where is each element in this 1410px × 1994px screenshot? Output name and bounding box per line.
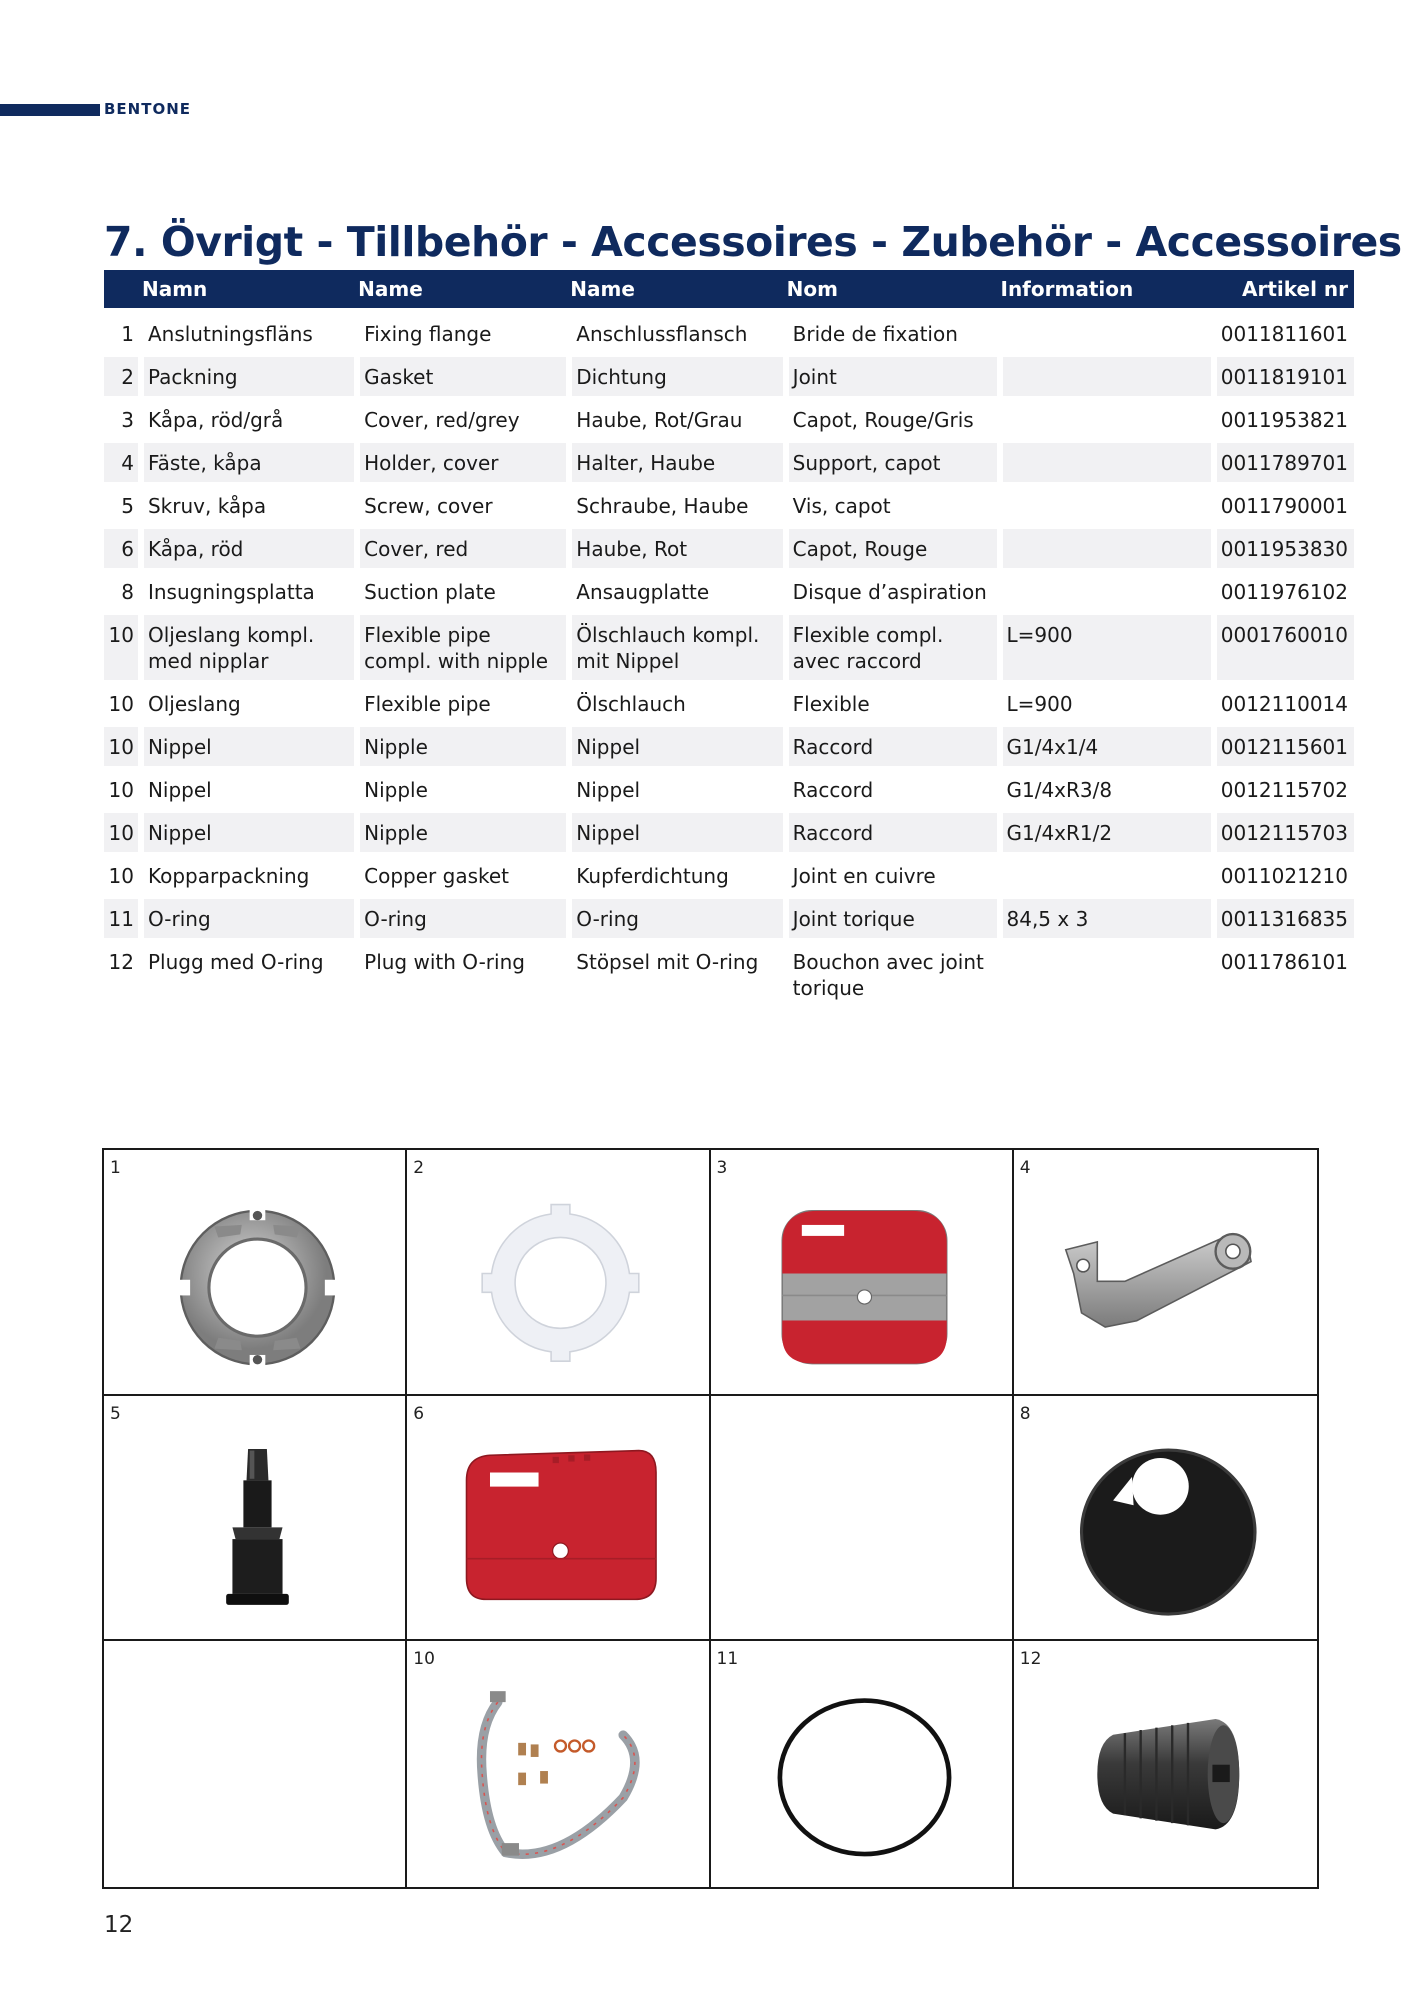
name-de: Anschlussflansch	[566, 314, 782, 357]
name-fr: Disque d’aspiration	[783, 572, 997, 615]
name-de: Nippel	[566, 727, 782, 770]
table-row	[104, 684, 1354, 727]
header-information: Information	[997, 270, 1211, 314]
parts-table-body	[104, 314, 1354, 1011]
name-de: Schraube, Haube	[566, 486, 782, 529]
information: G1/4x1/4	[997, 727, 1211, 770]
holder-cover-image	[1050, 1179, 1287, 1384]
name-fr: Joint	[783, 357, 997, 400]
article-number: 0012115703	[1211, 813, 1354, 856]
image-cell	[407, 1396, 710, 1642]
plug-image	[1050, 1671, 1287, 1877]
table-row	[104, 572, 1354, 615]
image-cell-number: 1	[110, 1158, 121, 1178]
row-number: 10	[104, 770, 138, 813]
name-de: Kupferdichtung	[566, 856, 782, 899]
name-fr: Flexible	[783, 684, 997, 727]
table-row	[104, 615, 1354, 684]
name-de: Halter, Haube	[566, 443, 782, 486]
page-number: 12	[104, 1912, 134, 1938]
table-header-row	[104, 270, 1354, 314]
name-de: Ansaugplatte	[566, 572, 782, 615]
screw-cover-image	[140, 1425, 375, 1630]
name-fr: Bouchon avec joint torique	[783, 942, 997, 1011]
name-fr: Joint torique	[783, 899, 997, 942]
row-number: 5	[104, 486, 138, 529]
row-number: 10	[104, 856, 138, 899]
cover-red-grey-image	[747, 1179, 982, 1384]
image-cell	[1014, 1396, 1317, 1642]
name-sv: Plugg med O-ring	[138, 942, 354, 1011]
article-number: 0012115601	[1211, 727, 1354, 770]
name-sv: Kåpa, röd/grå	[138, 400, 354, 443]
name-sv: Kåpa, röd	[138, 529, 354, 572]
o-ring-image	[747, 1671, 982, 1877]
image-cell-number: 4	[1019, 1158, 1031, 1178]
article-number: 0011316835	[1211, 899, 1354, 942]
header-nom: Nom	[783, 270, 997, 314]
name-sv: Insugningsplatta	[138, 572, 354, 615]
image-cell-number: 6	[413, 1403, 425, 1424]
name-sv: Anslutningsfläns	[138, 314, 354, 357]
row-number: 8	[104, 572, 138, 615]
information	[997, 572, 1211, 615]
image-cell	[407, 1150, 710, 1396]
image-cell	[104, 1396, 407, 1642]
name-fr: Capot, Rouge/Gris	[783, 400, 997, 443]
table-row	[104, 486, 1354, 529]
image-cell-number: 2	[413, 1158, 425, 1178]
image-cell	[407, 1641, 710, 1887]
information	[997, 443, 1211, 486]
name-fr: Raccord	[783, 813, 997, 856]
header-num	[104, 270, 138, 314]
table-row	[104, 856, 1354, 899]
name-en: Gasket	[354, 357, 566, 400]
name-en: Holder, cover	[354, 443, 566, 486]
image-cell	[711, 1396, 1014, 1642]
name-fr: Raccord	[783, 727, 997, 770]
name-fr: Joint en cuivre	[783, 856, 997, 899]
name-en: Suction plate	[354, 572, 566, 615]
image-cell	[1014, 1150, 1317, 1396]
name-fr: Capot, Rouge	[783, 529, 997, 572]
row-number: 10	[104, 813, 138, 856]
information	[997, 942, 1211, 1011]
image-cell-number: 12	[1019, 1649, 1042, 1670]
name-en: Flexible pipe compl. with nipple	[354, 615, 566, 684]
name-de: Nippel	[566, 813, 782, 856]
name-de: O-ring	[566, 899, 782, 942]
row-number: 4	[104, 443, 138, 486]
information	[997, 400, 1211, 443]
name-de: Stöpsel mit O-ring	[566, 942, 782, 1011]
information	[997, 856, 1211, 899]
article-number: 0011976102	[1211, 572, 1354, 615]
gasket-image	[443, 1179, 678, 1384]
parts-image-grid	[102, 1148, 1319, 1889]
header-article-number: Artikel nr	[1211, 270, 1354, 314]
header-name-en: Name	[354, 270, 566, 314]
image-cell-number: 5	[110, 1403, 121, 1424]
name-de: Dichtung	[566, 357, 782, 400]
table-row	[104, 400, 1354, 443]
brand-name: BENTONE	[104, 100, 192, 118]
name-sv: Nippel	[138, 727, 354, 770]
suction-plate-image	[1050, 1425, 1287, 1630]
image-cell	[711, 1641, 1014, 1887]
name-sv: O-ring	[138, 899, 354, 942]
fixing-flange-image	[140, 1179, 375, 1384]
name-fr: Vis, capot	[783, 486, 997, 529]
image-cell-number: 10	[413, 1649, 435, 1670]
image-cell	[104, 1641, 407, 1887]
name-sv: Packning	[138, 357, 354, 400]
name-fr: Support, capot	[783, 443, 997, 486]
article-number: 0011790001	[1211, 486, 1354, 529]
article-number: 0011789701	[1211, 443, 1354, 486]
name-sv: Oljeslang kompl. med nipplar	[138, 615, 354, 684]
information	[997, 314, 1211, 357]
header-namn: Namn	[138, 270, 354, 314]
name-en: Cover, red/grey	[354, 400, 566, 443]
information	[997, 529, 1211, 572]
image-cell	[104, 1150, 407, 1396]
table-row	[104, 443, 1354, 486]
information: G1/4xR3/8	[997, 770, 1211, 813]
article-number: 0011021210	[1211, 856, 1354, 899]
name-en: Screw, cover	[354, 486, 566, 529]
name-en: Nipple	[354, 770, 566, 813]
information	[997, 486, 1211, 529]
header-name-de: Name	[566, 270, 782, 314]
article-number: 0012115702	[1211, 770, 1354, 813]
table-row	[104, 770, 1354, 813]
row-number: 6	[104, 529, 138, 572]
name-sv: Skruv, kåpa	[138, 486, 354, 529]
article-number: 0011953830	[1211, 529, 1354, 572]
information: G1/4xR1/2	[997, 813, 1211, 856]
name-sv: Fäste, kåpa	[138, 443, 354, 486]
information	[997, 357, 1211, 400]
row-number: 10	[104, 684, 138, 727]
name-sv: Nippel	[138, 770, 354, 813]
row-number: 1	[104, 314, 138, 357]
article-number: 0001760010	[1211, 615, 1354, 684]
name-en: Plug with O-ring	[354, 942, 566, 1011]
cover-red-image	[443, 1425, 678, 1630]
table-row	[104, 314, 1354, 357]
name-en: O-ring	[354, 899, 566, 942]
article-number: 0012110014	[1211, 684, 1354, 727]
table-row	[104, 813, 1354, 856]
table-row	[104, 942, 1354, 1011]
row-number: 10	[104, 615, 138, 684]
name-en: Copper gasket	[354, 856, 566, 899]
name-en: Fixing flange	[354, 314, 566, 357]
table-row	[104, 529, 1354, 572]
name-de: Nippel	[566, 770, 782, 813]
name-en: Flexible pipe	[354, 684, 566, 727]
name-fr: Flexible compl. avec raccord	[783, 615, 997, 684]
name-de: Haube, Rot/Grau	[566, 400, 782, 443]
information: L=900	[997, 615, 1211, 684]
table-row	[104, 899, 1354, 942]
name-fr: Bride de fixation	[783, 314, 997, 357]
name-fr: Raccord	[783, 770, 997, 813]
name-sv: Kopparpackning	[138, 856, 354, 899]
article-number: 0011953821	[1211, 400, 1354, 443]
image-cell-number: 3	[716, 1158, 728, 1178]
image-cell-number: 11	[716, 1649, 739, 1670]
name-en: Nipple	[354, 727, 566, 770]
image-cell	[711, 1150, 1014, 1396]
row-number: 12	[104, 942, 138, 1011]
flexible-pipe-image	[443, 1671, 678, 1877]
name-en: Cover, red	[354, 529, 566, 572]
name-de: Haube, Rot	[566, 529, 782, 572]
brand-bar	[0, 104, 100, 116]
name-de: Ölschlauch kompl. mit Nippel	[566, 615, 782, 684]
row-number: 2	[104, 357, 138, 400]
parts-table	[104, 270, 1354, 1011]
table-row	[104, 727, 1354, 770]
article-number: 0011811601	[1211, 314, 1354, 357]
name-sv: Nippel	[138, 813, 354, 856]
article-number: 0011819101	[1211, 357, 1354, 400]
image-cell	[1014, 1641, 1317, 1887]
image-cell-number: 8	[1019, 1403, 1031, 1424]
table-row	[104, 357, 1354, 400]
name-de: Ölschlauch	[566, 684, 782, 727]
page-title: 7. Övrigt - Tillbehör - Accessoires - Zubehör - Accessoires	[104, 218, 1402, 266]
row-number: 10	[104, 727, 138, 770]
information: L=900	[997, 684, 1211, 727]
row-number: 3	[104, 400, 138, 443]
name-sv: Oljeslang	[138, 684, 354, 727]
row-number: 11	[104, 899, 138, 942]
information: 84,5 x 3	[997, 899, 1211, 942]
article-number: 0011786101	[1211, 942, 1354, 1011]
name-en: Nipple	[354, 813, 566, 856]
